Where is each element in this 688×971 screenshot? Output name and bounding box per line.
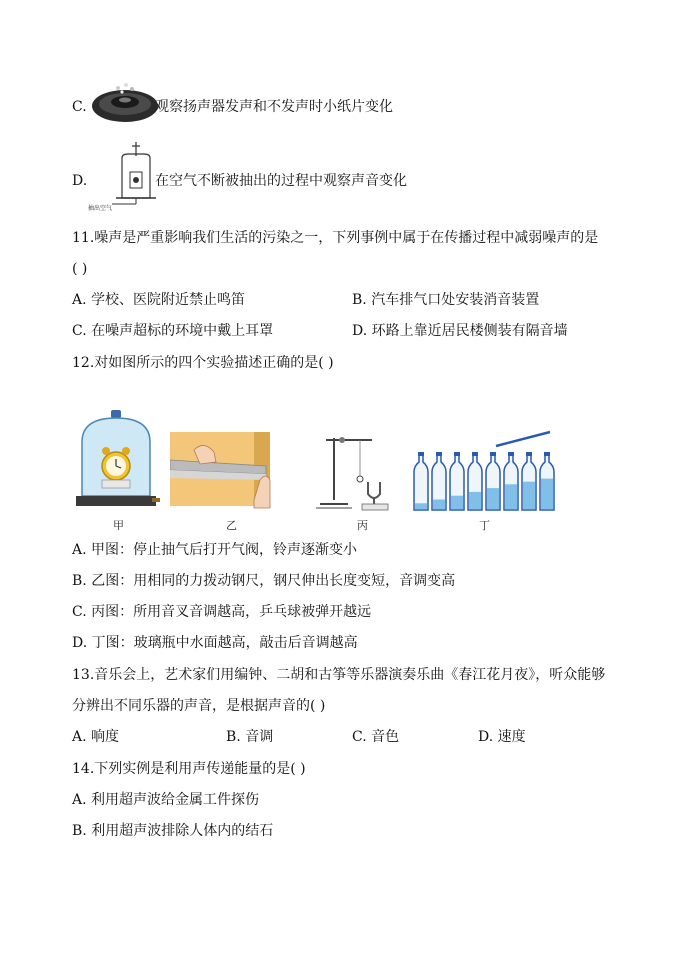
q11-stem-line1: 11.噪声是严重影响我们生活的污染之一，下列事例中属于在传播过程中减弱噪声的是 [72,230,599,246]
option-d-letter: D. [72,173,88,189]
pump-out-label: 抽出空气 [88,205,113,212]
q14-stem: 14.下列实例是利用声传递能量的是( ) [72,761,306,777]
bottle [522,452,536,510]
q11-option-a: A. 学校、医院附近禁止鸣笛 [72,292,246,308]
steel-ruler-table-image [170,430,272,510]
q13-stem-line2: 分辨出不同乐器的声音，是根据声音的( ) [72,698,326,714]
bottle [504,452,518,510]
option-d-text: 在空气不断被抽出的过程中观察声音变化 [155,173,407,189]
q13-option-c: C. 音色 [352,729,400,745]
q11-stem-line2: ( ) [72,261,88,277]
q13-option-a: A. 响度 [72,729,120,745]
q12-option-a: A. 甲图：停止抽气后打开气阀，铃声逐渐变小 [72,542,358,558]
q11-option-c: C. 在噪声超标的环境中戴上耳罩 [72,323,274,339]
caption-bing: 丙 [357,519,368,532]
bottle [450,452,464,510]
q13-option-d: D. 速度 [478,729,526,745]
q13-stem-line1: 13.音乐会上，艺术家们用编钟、二胡和古筝等乐器演奏乐曲《春江花月夜》，听众能够 [72,667,606,683]
bottle [414,452,428,510]
q12-option-d: D. 丁图：玻璃瓶中水面越高，敲击后音调越高 [72,635,358,651]
q12-option-c: C. 丙图：所用音叉音调越高，乒乓球被弹开越远 [72,604,372,620]
bottle [432,452,446,510]
q11-option-d: D. 环路上靠近居民楼侧装有隔音墙 [352,323,568,339]
q14-option-a: A. 利用超声波给金属工件探伤 [72,792,260,808]
tuning-fork-pingpong-image [312,432,404,512]
q11-option-b: B. 汽车排气口处安装消音装置 [352,292,540,308]
bell-jar-alarm-clock-image [74,408,160,514]
q13-option-b: B. 音调 [226,729,274,745]
option-c-letter: C. [72,99,87,115]
option-c-text: 观察扬声器发声和不发声时小纸片变化 [155,99,393,115]
caption-jia: 甲 [113,519,124,532]
bottle [486,452,500,510]
speaker-image [90,80,160,124]
water-bottles-image [410,428,560,512]
q12-option-b: B. 乙图：用相同的力拨动钢尺，钢尺伸出长度变短，音调变高 [72,573,456,589]
bottle [540,452,554,510]
q14-option-b: B. 利用超声波排除人体内的结石 [72,823,274,839]
bottle [468,452,482,510]
caption-ding: 丁 [479,519,490,532]
caption-yi: 乙 [226,519,237,532]
q12-stem: 12.对如图所示的四个实验描述正确的是( ) [72,355,334,371]
vacuum-bell-jar-image [108,140,158,212]
